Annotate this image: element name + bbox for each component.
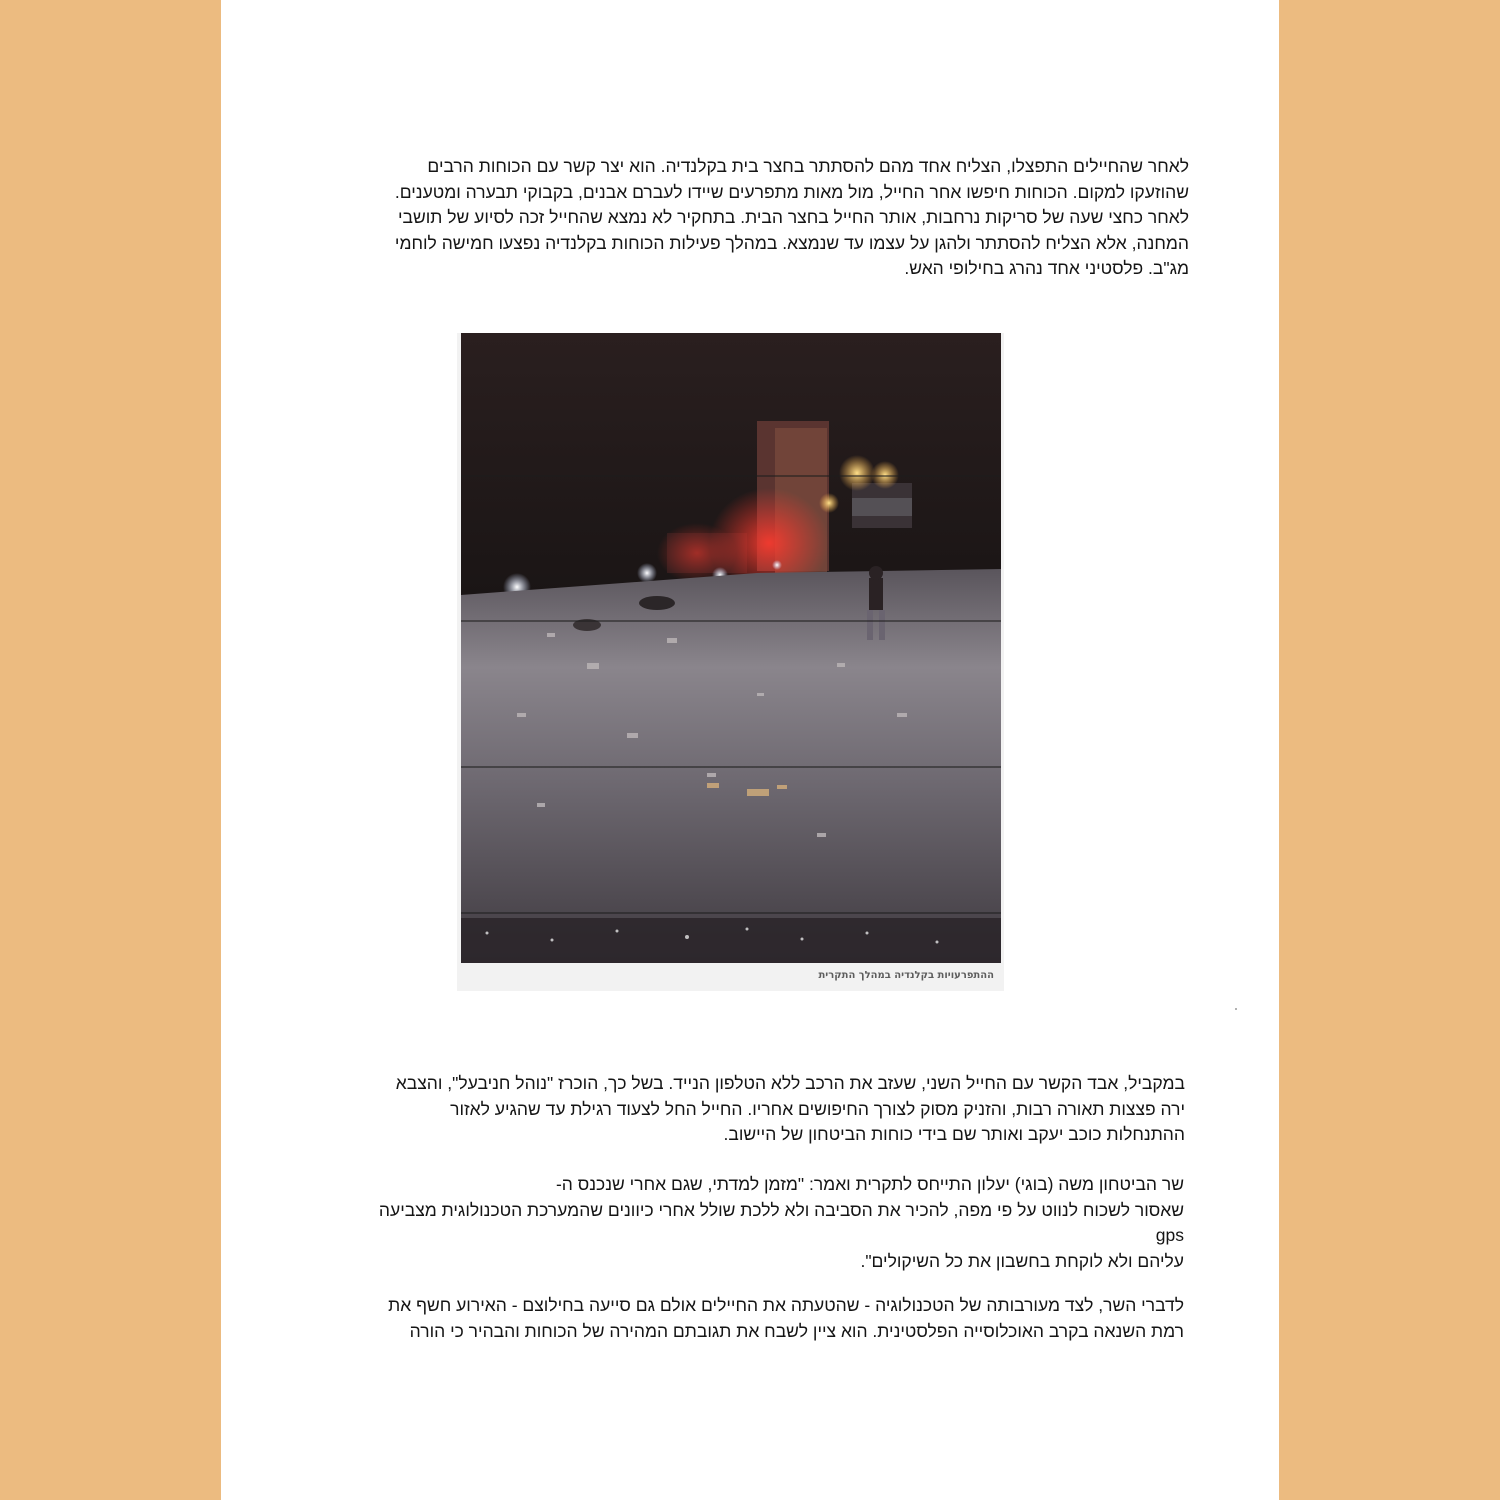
news-photo [457,333,1004,991]
text-line: ההתנחלות כוכב יעקב ואותר שם בידי כוחות הביטחון של היישוב. [723,1124,1185,1144]
text-line: לאחר שהחיילים התפצלו, הצליח אחד מהם להסתתר בחצר בית בקלנדיה. הוא יצר קשר עם הכוחות הרבים [427,156,1189,176]
text-line: רמת השנאה בקרב האוכלוסייה הפלסטינית. הוא ציין לשבח את תגובתם המהירה של הכוחות והבהיר כי הורה [409,1320,1184,1341]
paragraph-2 [276,1071,1185,1148]
paragraph-3 [271,1172,1184,1274]
text-line: שר הביטחון משה (בוגי) יעלון התייחס לתקרית ואמר: "מזמן למדתי, שגם אחרי שנכנס ה- [555,1174,1184,1194]
text-line: לדברי השר, לצד מעורבותה של הטכנולוגיה - שהטעתה את החיילים אולם גם סייעה בחילוצם - האירוע חשף את [388,1295,1184,1315]
text-line: המחנה, אלא הצליח להסתתר ולהגן על עצמו עד שנמצא. במהלך פעילות הכוחות בקלנדיה נפצעו חמישה לוחמי [394,232,1189,253]
photo-caption: ההתפרעויות בקלנדיה במהלך התקרית [818,970,994,981]
paragraph-4 [269,1293,1184,1344]
text-line: במקביל, אבד הקשר עם החייל השני, שעזב את הרכב ללא הטלפון הנייד. בשל כך, הוכרז "נוהל חניבעל", והצבא [395,1073,1185,1093]
text-line: לאחר כחצי שעה של סריקות נרחבות, אותר החייל בחצר הבית. בתחקיר לא נמצא שהחייל זכה לסיוע של תושבי [397,207,1189,227]
scan-speck [1235,1008,1237,1010]
text-line: ירה פצצות תאורה רבות, והזניק מסוק לצורך החיפושים אחריו. החייל החל לצעוד רגילת עד שהגיע לאזור [450,1098,1185,1119]
text-line: מג"ב. פלסטיני אחד נהרג בחילופי האש. [904,258,1189,278]
text-line: שהוזעקו למקום. הכוחות חיפשו אחר החייל, מול מאות מתפרעים שיידו לעברם אבנים, בקבוקי תבערה ומטענים. [394,181,1189,202]
night-street-photo [457,333,1004,991]
text-line: gps [1155,1225,1184,1245]
text-line: שאסור לשכוח לנווט על פי מפה, להכיר את הסביבה ולא ללכת שולל אחרי כיוונים שהמערכת הטכנולוגית מצביעה [378,1199,1184,1220]
document-page [221,0,1279,1500]
text-line: עליהם ולא לוקחת בחשבון את כל השיקולים". [860,1250,1184,1271]
paragraph-1 [281,154,1189,282]
